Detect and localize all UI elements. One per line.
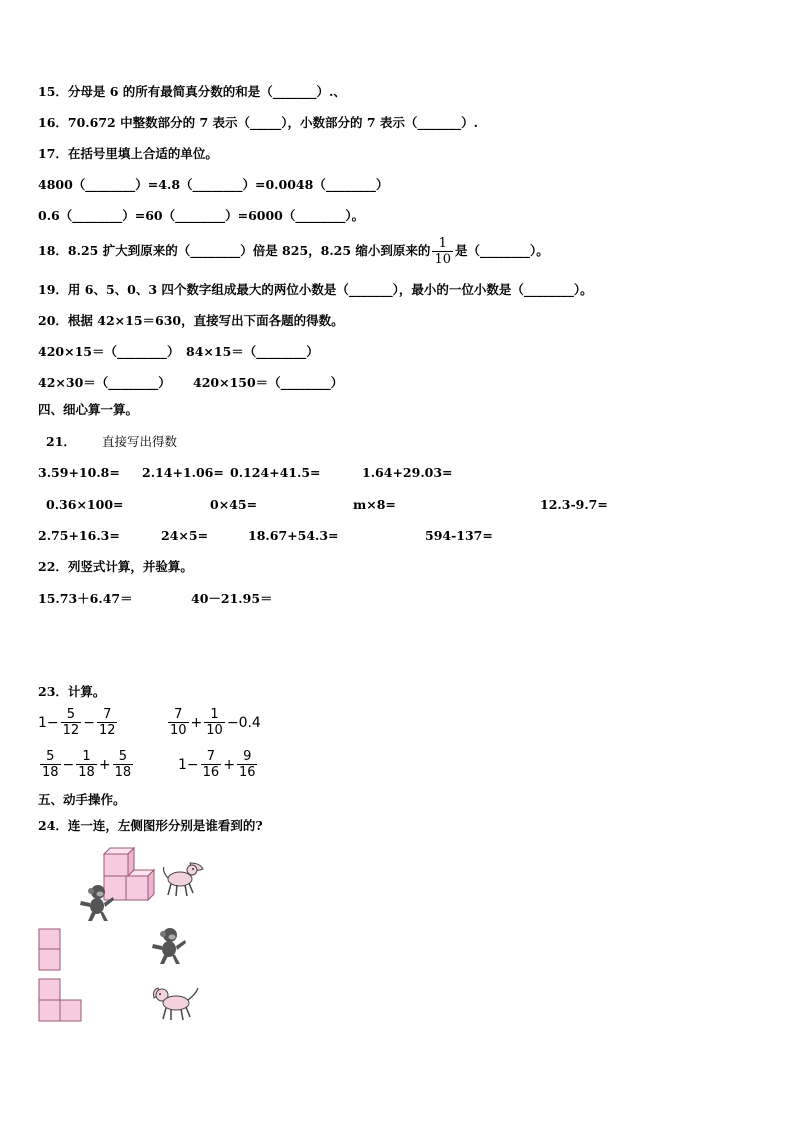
question-20-b: 84×15＝（________） xyxy=(186,344,319,359)
dog-icon xyxy=(160,861,208,899)
question-20-a: 420×15＝（________） xyxy=(38,344,180,359)
calc-item: 2.75+16.3= xyxy=(38,528,120,543)
square-view-icon xyxy=(38,978,84,1024)
question-20-c: 42×30＝（________） xyxy=(38,375,171,390)
dog-icon xyxy=(150,984,202,1022)
question-15: 15．分母是 6 的所有最简真分数的和是（_______）.、 xyxy=(38,84,346,99)
calc-item: 2.14+1.06= xyxy=(142,465,224,480)
expr-4: 1− $\frac{7}{16}$ + $\frac{9}{16}$ xyxy=(178,749,256,780)
question-17-line1: 4800（________）=4.8（________）=0.0048（________） xyxy=(38,177,389,192)
q18-text-after: 是（________）。 xyxy=(454,243,549,258)
calc-item: 12.3-9.7= xyxy=(540,497,608,512)
question-16: 16．70.672 中整数部分的 7 表示（_____），小数部分的 7 表示（_______）. xyxy=(38,115,478,130)
question-24-title: 24．连一连，左侧图形分别是谁看到的? xyxy=(38,818,263,833)
calc-item: 0.36×100= xyxy=(46,497,124,512)
calc-item: 18.67+54.3= xyxy=(248,528,339,543)
question-20-d: 420×150＝（________） xyxy=(193,375,344,390)
question-22-a: 15.73＋6.47＝ xyxy=(38,591,133,606)
expr-1: 1− $\frac{5}{12}$ − $\frac{7}{12}$ xyxy=(38,707,116,738)
calc-item: 1.64+29.03= xyxy=(362,465,453,480)
calc-item: 0.124+41.5= xyxy=(230,465,321,480)
question-17-line2: 0.6（________）=60（________）=6000（________）。 xyxy=(38,208,365,223)
question-20-title: 20．根据 42×15＝630，直接写出下面各题的得数。 xyxy=(38,313,344,328)
question-21-number: 21． xyxy=(46,434,76,449)
expr-3: $\frac{5}{18}$ − $\frac{1}{18}$ + $\frac{5}{18}$ xyxy=(42,749,132,780)
question-17-title: 17．在括号里填上合适的单位。 xyxy=(38,146,218,161)
calc-item: 24×5= xyxy=(161,528,209,543)
square-view-icon xyxy=(38,928,62,972)
calc-item: m×8= xyxy=(353,497,396,512)
question-18 xyxy=(38,235,549,267)
calc-item: 594-137= xyxy=(425,528,493,543)
q18-text-before: 18．8.25 扩大到原来的（________）倍是 825，8.25 缩小到原来的 xyxy=(38,243,431,258)
question-22-title: 22．列竖式计算，并验算。 xyxy=(38,559,193,574)
calc-item: 0×45= xyxy=(210,497,258,512)
monkey-icon xyxy=(78,883,116,923)
section-4-title: 四、细心算一算。 xyxy=(38,402,139,417)
q18-fraction: $\frac{1}{10}$ xyxy=(434,236,451,267)
expr-2: $\frac{7}{10}$ + $\frac{1}{10}$ −0.4 xyxy=(170,707,261,738)
question-22-b: 40－21.95＝ xyxy=(191,591,273,606)
calc-item: 3.59+10.8= xyxy=(38,465,120,480)
question-23-title: 23．计算。 xyxy=(38,684,106,699)
section-5-title: 五、动手操作。 xyxy=(38,792,126,807)
question-21-title: 直接写出得数 xyxy=(102,434,178,449)
monkey-icon xyxy=(150,926,188,966)
question-19: 19．用 6、5、0、3 四个数字组成最大的两位小数是（_______），最小的一位小数是（________）。 xyxy=(38,282,593,297)
